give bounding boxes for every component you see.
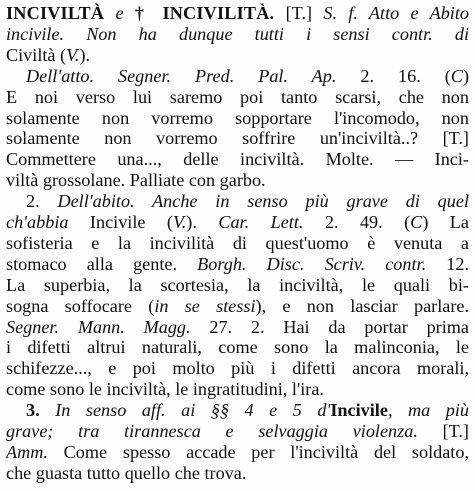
- text-run: in se stessi: [154, 295, 256, 316]
- text-run: [T.]: [417, 421, 469, 441]
- text-run: Borgh. Disc. Scriv. contr.: [197, 253, 427, 274]
- text-run: La superbia, la scortesia, la inciviltà, le quali bi-: [6, 274, 469, 295]
- text-line: [6, 253, 469, 276]
- text-run: ): [462, 65, 469, 86]
- text-run: viltà grossolane. Palliate con garbo.: [6, 170, 266, 191]
- text-line: [6, 295, 469, 318]
- text-line: [6, 336, 469, 359]
- text-run: ch'abbia: [6, 212, 69, 232]
- text-run: 2.: [26, 191, 58, 212]
- text-line: [6, 316, 469, 339]
- text-line: [6, 232, 469, 255]
- text-line: [6, 462, 469, 485]
- text-run: stomaco alla gente.: [6, 253, 198, 274]
- text-run: sogna soffocare (: [6, 295, 155, 316]
- text-line: [6, 44, 469, 67]
- text-line: [6, 399, 469, 422]
- text-run: C: [450, 65, 463, 86]
- text-run: S. f. Atto e Abito: [323, 3, 469, 23]
- text-run: In senso aff. ai §§ 4 e 5 d': [55, 400, 331, 421]
- text-run: Segner. Mann. Magg.: [6, 316, 191, 337]
- text-line: [6, 190, 469, 213]
- text-line: [6, 148, 469, 171]
- text-run: † INCIVILITÀ.: [134, 3, 275, 23]
- text-run: Dell'abito. Anche in senso più grave di quel: [57, 191, 469, 212]
- text-run: C: [410, 212, 423, 232]
- text-run: 2. 49. (: [303, 212, 411, 232]
- text-line: [6, 378, 469, 401]
- text-line: [6, 169, 469, 192]
- text-run: sofisteria e la incivilità di quest'uomo è venuta a: [6, 232, 469, 253]
- text-run: grave; tra tirannesca e selvaggia violenza.: [6, 421, 418, 441]
- text-run: i difetti altrui naturali, come sono la malinconia, le: [6, 337, 469, 358]
- text-run: 2. 16. (: [336, 65, 451, 86]
- text-line: [6, 274, 469, 297]
- text-line: [6, 420, 469, 443]
- text-run: Come spesso accade per l'inciviltà del soldato,: [47, 441, 469, 462]
- text-run: e: [104, 3, 135, 23]
- text-line: [6, 441, 469, 464]
- text-line: [6, 2, 469, 25]
- text-run: Commettere una..., delle inciviltà. Molte. — Inci-: [6, 149, 469, 170]
- text-run: incivile. Non ha dunque tutti i sensi contr. di: [6, 23, 469, 44]
- text-run: Incivile (: [68, 212, 173, 232]
- text-run: V.: [66, 44, 80, 65]
- text-run: Civiltà (: [6, 44, 67, 65]
- text-run: V.: [172, 212, 187, 232]
- text-run: ) La: [422, 212, 469, 232]
- text-run: che guasta tutto quello che trova.: [6, 462, 247, 483]
- text-line: [6, 211, 469, 234]
- text-run: 3.: [26, 400, 56, 421]
- text-run: [T.]: [274, 3, 324, 23]
- text-run: ), e non lasciar parlare.: [255, 295, 469, 316]
- text-line: [6, 23, 469, 46]
- text-run: Amm.: [6, 441, 48, 462]
- text-run: Dell'atto. Segner. Pred. Pal. Ap.: [26, 65, 337, 86]
- text-line: [6, 65, 469, 88]
- text-run: , ma più: [387, 400, 469, 421]
- text-run: INCIVILTÀ: [6, 3, 105, 23]
- text-line: [6, 127, 469, 150]
- text-run: ).: [79, 44, 91, 65]
- text-run: schifezze..., e poi molto più i difetti ancora morali,: [6, 358, 469, 379]
- text-run: 27. 2. Hai da portar prima: [190, 316, 469, 337]
- text-run: Incivile: [330, 400, 388, 421]
- text-run: 12.: [426, 253, 469, 274]
- text-line: [6, 107, 469, 130]
- text-run: ).: [186, 212, 219, 232]
- text-line: [6, 357, 469, 380]
- text-run: come sono le inciviltà, le ingratitudini, l'ira.: [6, 379, 324, 400]
- text-run: E noi verso lui saremo poi tanto scarsi, che non: [6, 86, 469, 107]
- text-run: solamente non vorremo soffrire un'inciviltà..? [T.]: [6, 128, 469, 149]
- text-run: solamente non vorremo sopportare l'incomodo, non: [6, 107, 469, 128]
- text-line: [6, 86, 469, 109]
- text-run: Car. Lett.: [218, 212, 304, 232]
